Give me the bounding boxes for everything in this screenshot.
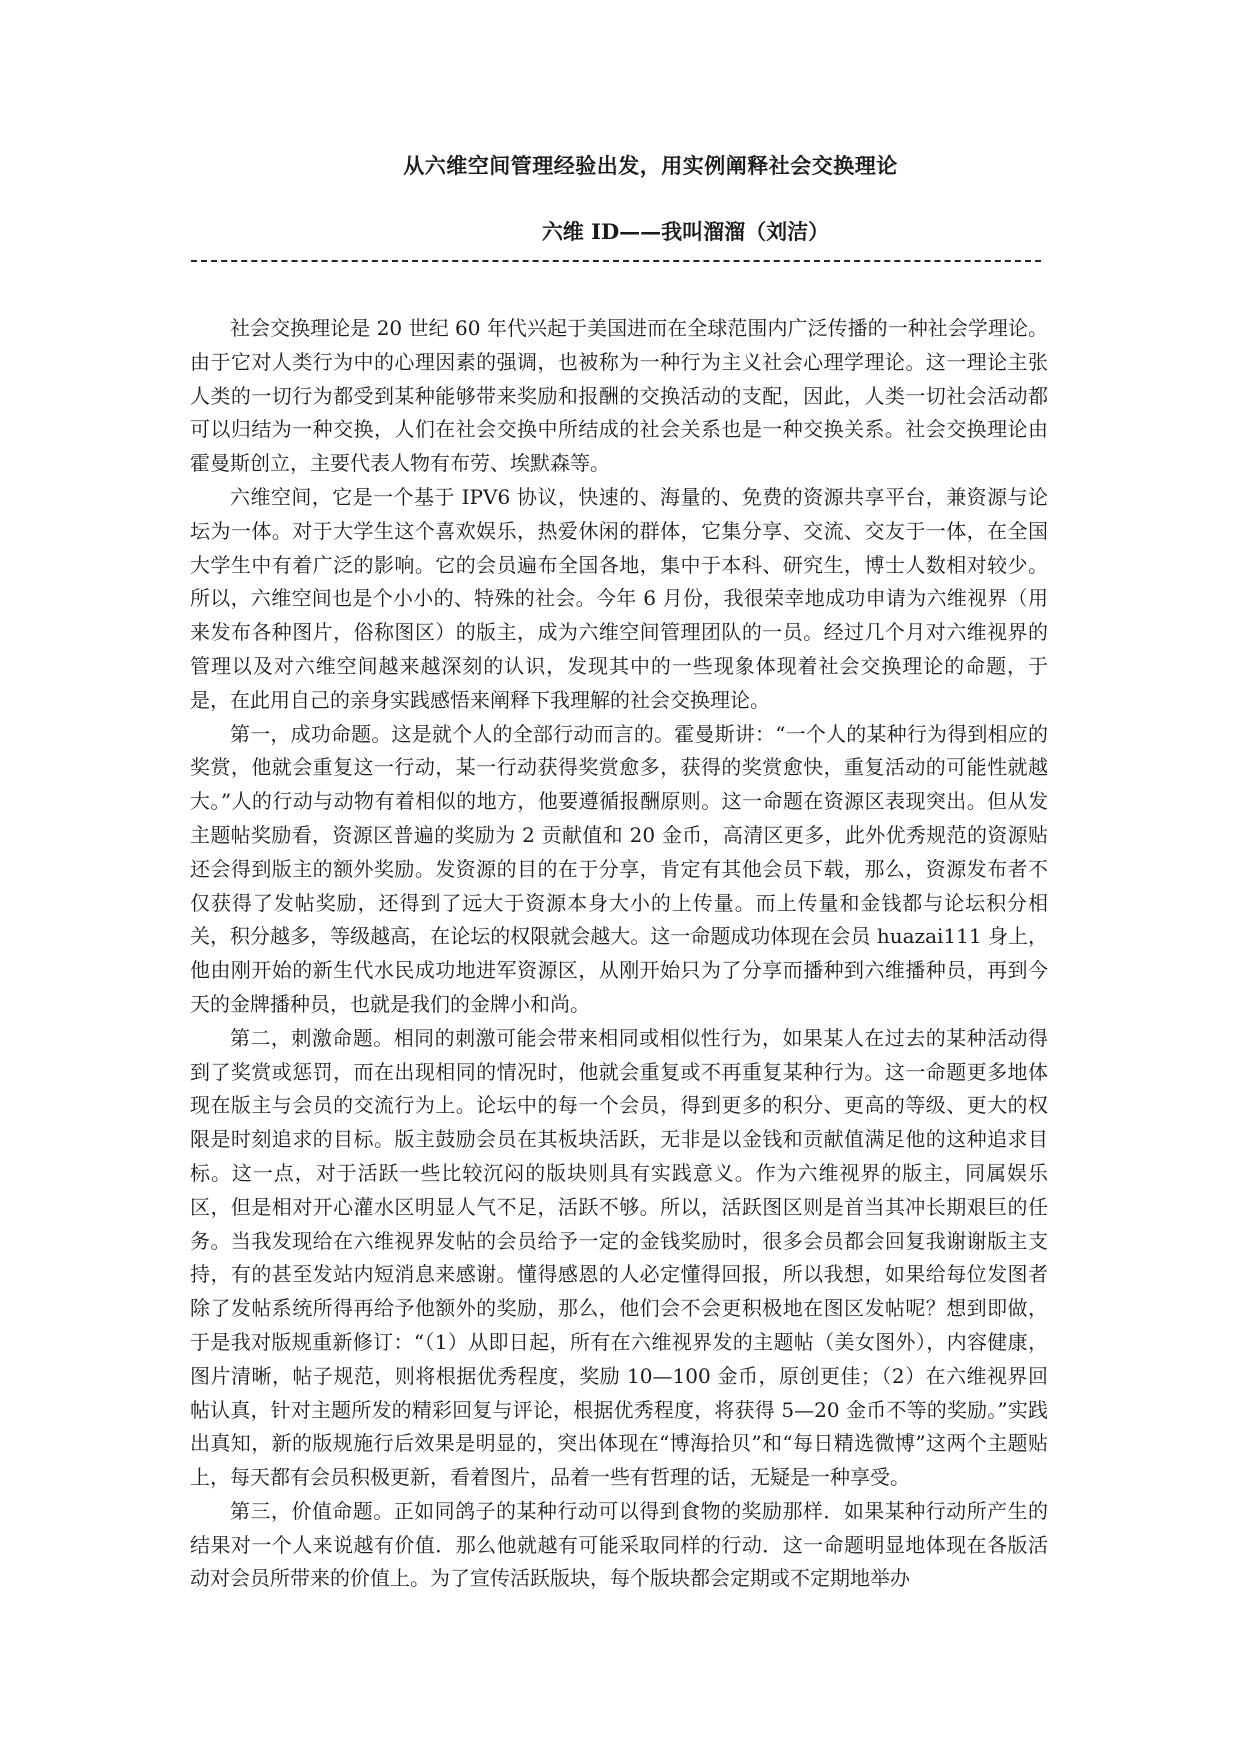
- paragraph-stimulus-proposition: 第二，刺激命题。相同的刺激可能会带来相同或相似性行为，如果某人在过去的某种活动得到了奖赏或惩罚，而在出现相同的情况时，他就会重复或不再重复某种行为。这一命题更多地体现在版主与会员的交流行为上。论坛中的每一个会员，得到更多的积分、更高的等级、更大的权限是时刻追求的目标。版主鼓励会员在其板块活跃，无非是以金钱和贡献值满足他的这种追求目标。这一点，对于活跃一些比较沉闷的版块则具有实践意义。作为六维视界的版主，同属娱乐区，但是相对开心灌水区明显人气不足，活跃不够。所以，活跃图区则是首当其冲长期艰巨的任务。当我发现给在六维视界发帖的会员给予一定的金钱奖励时，很多会员都会回复我谢谢版主支持，有的甚至发站内短消息来感谢。懂得感恩的人必定懂得回报，所以我想，如果给每位发图者除了发帖系统所得再给予他额外的奖励，那么，他们会不会更积极地在图区发帖呢？想到即做，于是我对版规重新修订：“（1）从即日起，所有在六维视界发的主题帖（美女图外），内容健康，图片清晰，帖子规范，则将根据优秀程度，奖励 10—100 金币，原创更佳；（2）在六维视界回帖认真，针对主题所发的精彩回复与评论，根据优秀程度，将获得 5—20 金币不等的奖励。”实践出真知，新的版规施行后效果是明显的，突出体现在“博海拾贝”和“每日精选微博”这两个主题贴上，每天都有会员积极更新，看着图片，品着一些有哲理的话，无疑是一种享受。: [190, 1025, 1048, 1490]
- document-body: [190, 312, 1048, 1596]
- paragraph-value-proposition: 第三，价值命题。正如同鸽子的某种行动可以得到食物的奖励那样．如果某种行动所产生的结果对一个人来说越有价值．那么他就越有可能采取同样的行动．这一命题明显地体现在各版活动对会员所带来的价值上。为了宣传活跃版块，每个版块都会定期或不定期地举办: [190, 1498, 1048, 1591]
- title-divider: [191, 260, 1041, 262]
- document-author: 六维 ID——我叫溜溜（刘洁）: [541, 219, 830, 244]
- paragraph-intro: 社会交换理论是 20 世纪 60 年代兴起于美国进而在全球范围内广泛传播的一种社会学理论。由于它对人类行为中的心理因素的强调，也被称为一种行为主义社会心理学理论。这一理论主张人类的一切行为都受到某种能够带来奖励和报酬的交换活动的支配，因此，人类一切社会活动都可以归结为一种交换，人们在社会交换中所结成的社会关系也是一种交换关系。社会交换理论由霍曼斯创立，主要代表人物有布劳、埃默森等。: [190, 316, 1048, 476]
- paragraph-six-dimension-space: 六维空间，它是一个基于 IPV6 协议，快速的、海量的、免费的资源共享平台，兼资源与论坛为一体。对于大学生这个喜欢娱乐，热爱休闲的群体，它集分享、交流、交友于一体，在全国大学生中有着广泛的影响。它的会员遍布全国各地，集中于本科、研究生，博士人数相对较少。所以，六维空间也是个小小的、特殊的社会。今年 6 月份，我很荣幸地成功申请为六维视界（用来发布各种图片，俗称图区）的版主，成为六维空间管理团队的一员。经过几个月对六维视界的管理以及对六维空间越来越深刻的认识，发现其中的一些现象体现着社会交换理论的命题，于是，在此用自己的亲身实践感悟来阐释下我理解的社会交换理论。: [190, 484, 1048, 712]
- paragraph-success-proposition: 第一，成功命题。这是就个人的全部行动而言的。霍曼斯讲：“一个人的某种行为得到相应的奖赏，他就会重复这一行动，某一行动获得奖赏愈多，获得的奖赏愈快，重复活动的可能性就越大。”人的行动与动物有着相似的地方，他要遵循报酬原则。这一命题在资源区表现突出。但从发主题帖奖励看，资源区普遍的奖励为 2 贡献值和 20 金币，高清区更多，此外优秀规范的资源贴还会得到版主的额外奖励。发资源的目的在于分享，肯定有其他会员下载，那么，资源发布者不仅获得了发帖奖励，还得到了远大于资源本身大小的上传量。而上传量和金钱都与论坛积分相关，积分越多，等级越高，在论坛的权限就会越大。这一命题成功体现在会员 huazai111 身上，他由刚开始的新生代水民成功地进军资源区，从刚开始只为了分享而播种到六维播种员，再到今天的金牌播种员，也就是我们的金牌小和尚。: [190, 721, 1048, 1016]
- document-title: 从六维空间管理经验出发，用实例阐释社会交换理论: [403, 153, 898, 178]
